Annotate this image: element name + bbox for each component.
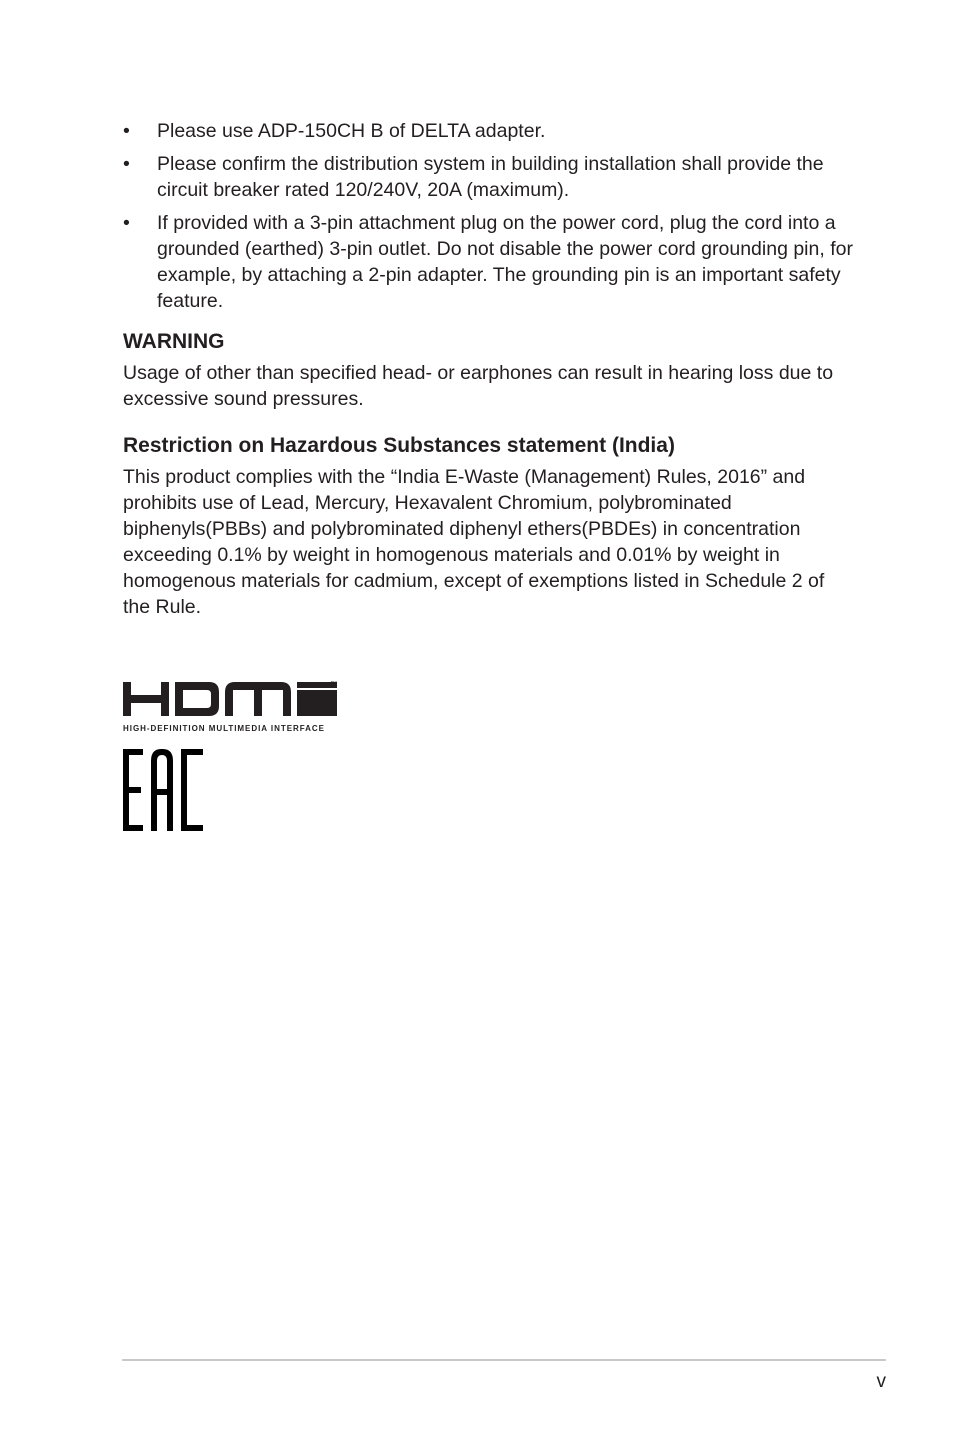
bullet-item-grounding <box>123 210 853 314</box>
warning-heading: WARNING <box>123 330 225 353</box>
page-number: v <box>876 1371 886 1392</box>
bullet-symbol: • <box>123 212 130 234</box>
footer-divider <box>122 1359 886 1361</box>
hdmi-tagline: HIGH-DEFINITION MULTIMEDIA INTERFACE <box>123 724 324 733</box>
bullet-text: Please confirm the distribution system in building installation shall provide the circuit breaker rated 120/240V, 20A (maximum). <box>157 153 824 201</box>
safety-bullet-list <box>123 118 853 314</box>
eac-mark-icon <box>123 749 207 833</box>
rohs-body: This product complies with the “India E-Waste (Management) Rules, 2016” and prohibits use of Lead, Mercury, Hexavalent Chromium, polybrominated biphenyls(PBBs) and polybrominated diphenyl ethers(PBDEs) in concentration exceeding 0.1% by weight in homogenous materials and 0.01% by weight in homogenous materials for cadmium, except of exemptions listed in Schedule 2 of the Rule. <box>123 466 825 618</box>
bullet-text: If provided with a 3-pin attachment plug on the power cord, plug the cord into a grounded (earthed) 3-pin outlet. Do not disable the power cord grounding pin, for example, by attaching a 2-pin adapter. The grounding pin is an important safety feature. <box>157 212 853 312</box>
hdmi-logo-icon <box>123 676 345 736</box>
warning-body: Usage of other than specified head- or earphones can result in hearing loss due to excessive sound pressures. <box>123 362 834 410</box>
bullet-symbol: • <box>123 120 130 142</box>
page-content <box>123 118 853 620</box>
hdmi-trademark: ™ <box>330 681 337 688</box>
bullet-item-adapter <box>123 118 853 144</box>
rohs-heading: Restriction on Hazardous Substances statement (India) <box>123 434 675 457</box>
bullet-symbol: • <box>123 153 130 175</box>
bullet-text: Please use ADP-150CH B of DELTA adapter. <box>157 120 546 142</box>
bullet-item-circuit-breaker <box>123 151 853 203</box>
